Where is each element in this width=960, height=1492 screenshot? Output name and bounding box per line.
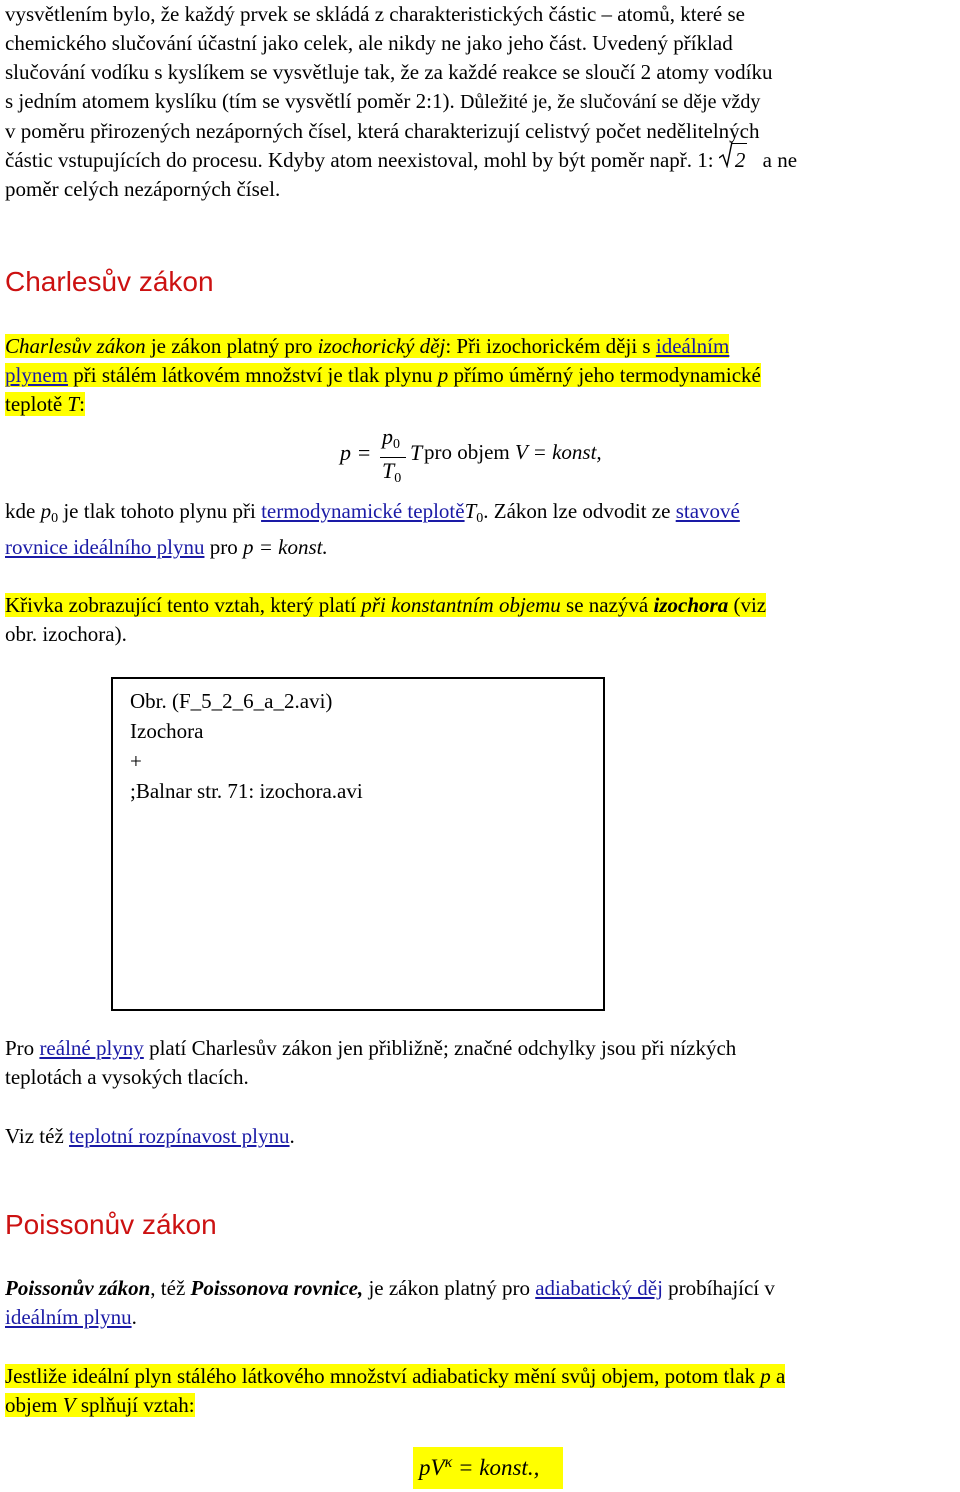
- intro-line: s jedním atomem kyslíku (tím se vysvětlí poměr 2:1). Důležité je, že slučování se děje vždy: [5, 89, 761, 113]
- figure-line: +: [130, 749, 142, 773]
- link-teplotni-rozpinavost[interactable]: teplotní rozpínavost plynu: [69, 1124, 290, 1148]
- intro-line: poměr celých nezáporných čísel.: [5, 177, 281, 201]
- link-idealnim-plynu[interactable]: ideálním plynu: [5, 1305, 132, 1329]
- link-plynem[interactable]: plynem: [5, 363, 68, 387]
- sqrt-two: 2: [719, 146, 746, 175]
- charles-definition: Charlesův zákon je zákon platný pro izochorický děj: Při izochorickém ději s ideálním plynem při stálém látkovém množství je tlak plynu p přímo úměrný jeho termodynamické teplotě T:: [5, 334, 761, 416]
- figure-line: Obr. (F_5_2_6_a_2.avi): [130, 689, 333, 713]
- ratio: 1:: [697, 148, 714, 172]
- figure-placeholder: [111, 677, 605, 1011]
- figure-line: Izochora: [130, 719, 204, 743]
- link-adiabaticky-dej[interactable]: adiabatický děj: [535, 1276, 663, 1300]
- figure-line: ;Balnar str. 71: izochora.avi: [130, 779, 363, 803]
- intro-line: slučování vodíku s kyslíkem se vysvětluje tak, že za každé reakce se sloučí 2 atomy vodíku: [5, 60, 773, 84]
- link-termodynamicke-teplote[interactable]: termodynamické teplotě: [261, 499, 465, 523]
- eq-numerator: $p_0$: [382, 424, 400, 452]
- charles-kde: kde $p_0$ je tlak tohoto plynu při termodynamické teplotěT$_0$. Zákon lze odvodit ze stavové rovnice ideálního plynu pro p = konst.: [5, 499, 740, 559]
- link-rovnice-idealniho-plynu[interactable]: rovnice ideálního plynu: [5, 535, 205, 559]
- charles-krivka: Křivka zobrazující tento vztah, který platí při konstantním objemu se nazývá izochora (viz obr. izochora).: [5, 593, 767, 646]
- charles-equation: p = $p_0$ $T_0$ T pro objem V = konst,: [340, 424, 602, 486]
- intro-line: v poměru přirozených nezáporných čísel, která charakterizují celistvý počet nedělitelných: [5, 119, 760, 143]
- poisson-equation: $pV^\kappa$ = konst.,: [413, 1447, 563, 1489]
- link-realne-plyny[interactable]: reálné plyny: [39, 1036, 144, 1060]
- link-idealnim[interactable]: ideálním: [655, 334, 730, 358]
- real-gases-paragraph: Pro reálné plyny platí Charlesův zákon jen přibližně; značné odchylky jsou při nízkých teplotách a vysokých tlacích.: [5, 1036, 737, 1089]
- charles-name: Charlesův zákon: [5, 334, 146, 358]
- poisson-statement: Jestliže ideální plyn stálého látkového množství adiabaticky mění svůj objem, potom tlak p a objem V splňují vztah:: [5, 1364, 786, 1417]
- eq-denominator: $T_0$: [382, 458, 402, 486]
- see-also: Viz též teplotní rozpínavost plynu.: [5, 1124, 295, 1148]
- intro-line: chemického slučování účastní jako celek, ale nikdy ne jako jeho část. Uvedený příklad: [5, 31, 733, 55]
- charles-heading: Charlesův zákon: [5, 266, 214, 297]
- intro-line: částic vstupujících do procesu. Kdyby atom neexistoval, mohl by být poměr např. 1: 2 a ne: [5, 146, 957, 175]
- intro-line: vysvětlením bylo, že každý prvek se skládá z charakteristických částic – atomů, které se: [5, 2, 745, 26]
- link-stavove[interactable]: stavové: [675, 499, 740, 523]
- poisson-definition: Poissonův zákon, též Poissonova rovnice, je zákon platný pro adiabatický děj probíhající v ideálním plynu.: [5, 1276, 775, 1329]
- poisson-heading: Poissonův zákon: [5, 1209, 217, 1240]
- intro-paragraph: [5, 0, 957, 204]
